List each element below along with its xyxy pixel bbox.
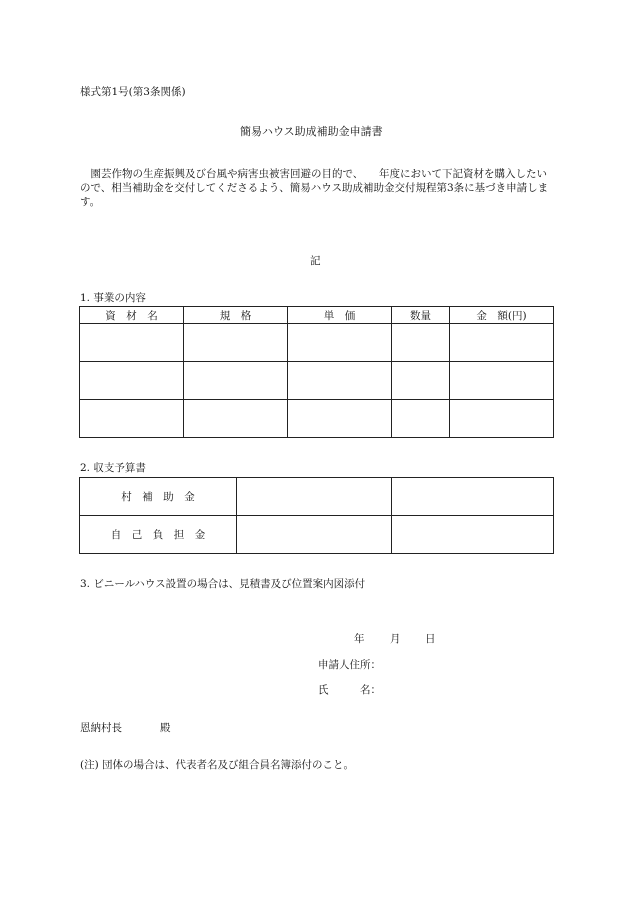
cell-material-name[interactable] bbox=[80, 400, 184, 438]
cell-quantity[interactable] bbox=[392, 362, 450, 400]
table-row bbox=[80, 478, 554, 516]
applicant-name-label: 氏 名： bbox=[318, 684, 381, 696]
form-number: 様式第1号(第3条関係) bbox=[80, 86, 186, 98]
table-row bbox=[80, 400, 554, 438]
date-year-label: 年 bbox=[354, 633, 365, 645]
cell-spec[interactable] bbox=[184, 400, 288, 438]
ki-marker: 記 bbox=[310, 255, 321, 267]
table-header-row bbox=[80, 307, 554, 324]
cell-unit-price[interactable] bbox=[288, 400, 392, 438]
budget-table bbox=[79, 477, 554, 554]
label-village-subsidy: 村 補 助 金 bbox=[80, 478, 237, 516]
page-title: 簡易ハウス助成補助金申請書 bbox=[240, 125, 383, 138]
date-month-label: 月 bbox=[390, 633, 401, 645]
table-row bbox=[80, 516, 554, 554]
addressee-name: 恩納村長 bbox=[80, 722, 122, 734]
cell-subsidy-value-1[interactable] bbox=[237, 478, 392, 516]
cell-self-value-2[interactable] bbox=[392, 516, 554, 554]
date-day-label: 日 bbox=[425, 633, 436, 645]
table-row bbox=[80, 362, 554, 400]
section1-heading: 1. 事業の内容 bbox=[80, 292, 146, 304]
cell-amount[interactable] bbox=[450, 324, 554, 362]
label-self-payment: 自 己 負 担 金 bbox=[80, 516, 237, 554]
cell-quantity[interactable] bbox=[392, 324, 450, 362]
cell-spec[interactable] bbox=[184, 362, 288, 400]
addressee-honorific: 殿 bbox=[160, 722, 171, 734]
cell-unit-price[interactable] bbox=[288, 324, 392, 362]
table-row bbox=[80, 324, 554, 362]
footnote: (注) 団体の場合は、代表者名及び組合員名簿添付のこと。 bbox=[80, 759, 355, 771]
header-amount: 金 額(円) bbox=[450, 307, 554, 324]
cell-material-name[interactable] bbox=[80, 362, 184, 400]
cell-quantity[interactable] bbox=[392, 400, 450, 438]
cell-self-value-1[interactable] bbox=[237, 516, 392, 554]
cell-amount[interactable] bbox=[450, 362, 554, 400]
cell-material-name[interactable] bbox=[80, 324, 184, 362]
header-quantity: 数量 bbox=[392, 307, 450, 324]
project-details-table bbox=[79, 306, 554, 438]
cell-subsidy-value-2[interactable] bbox=[392, 478, 554, 516]
section3-text: 3. ビニールハウス設置の場合は、見積書及び位置案内図添付 bbox=[80, 578, 366, 590]
header-unit-price: 単 価 bbox=[288, 307, 392, 324]
application-body-text: 園芸作物の生産振興及び台風や病害虫被害回避の目的で、 年度において下記資材を購入したいので、相当補助金を交付してくださるよう、簡易ハウス助成補助金交付規程第3条に基づき申請します。 bbox=[80, 168, 549, 208]
cell-unit-price[interactable] bbox=[288, 362, 392, 400]
cell-spec[interactable] bbox=[184, 324, 288, 362]
header-material-name: 資 材 名 bbox=[80, 307, 184, 324]
cell-amount[interactable] bbox=[450, 400, 554, 438]
header-spec: 規 格 bbox=[184, 307, 288, 324]
section2-heading: 2. 収支予算書 bbox=[80, 462, 146, 474]
applicant-address-label: 申請人住所： bbox=[318, 659, 381, 671]
